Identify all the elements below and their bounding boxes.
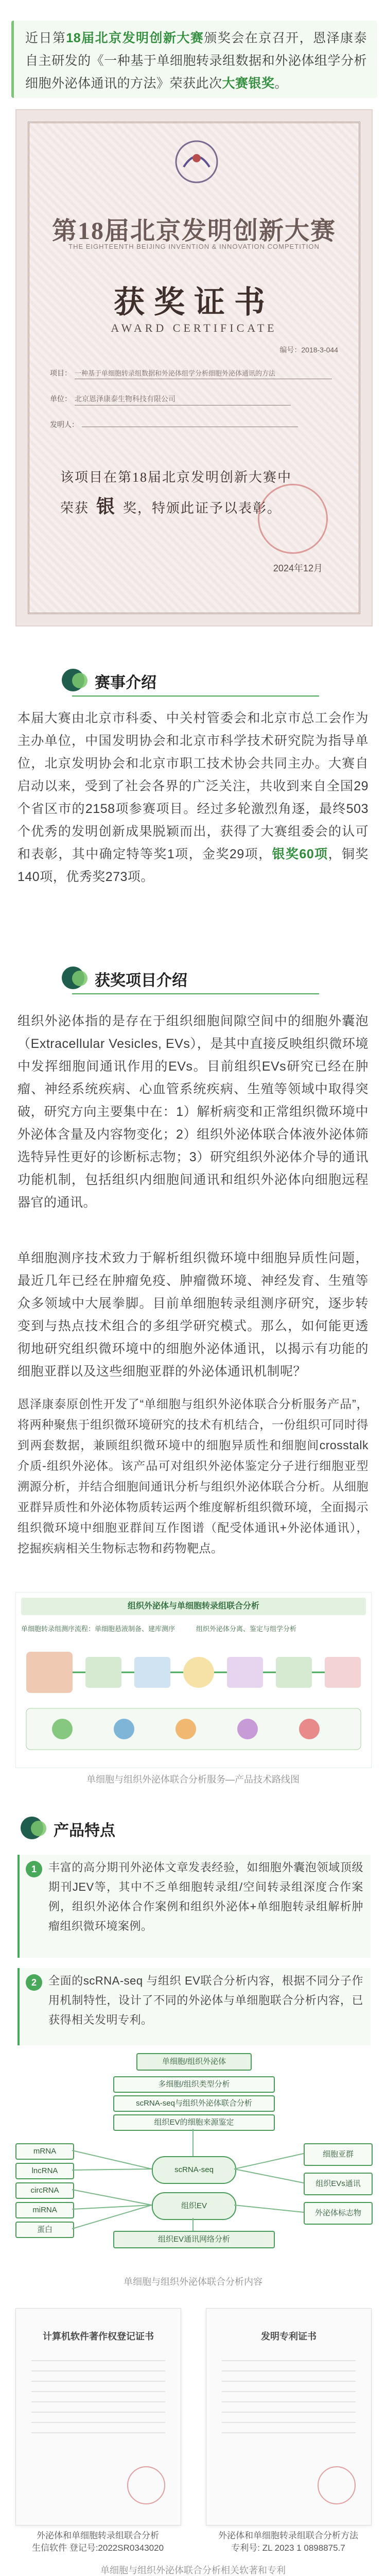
doc1-text-lines xyxy=(31,2360,165,2484)
intro-text-3: 。 xyxy=(274,76,288,91)
feature-text-2: 全面的scRNA-seq 与组织 EV联合分析内容，根据不同分子作用机制特性，设计了不同的外泌体与单细胞联合分析内容，已获得相关发明专利。 xyxy=(48,1974,363,2026)
doc1-caption xyxy=(13,2530,183,2554)
docs-caption: 单细胞与组织外泌体联合分析相关软著和专利 xyxy=(100,2565,286,2575)
certificate-award-english: AWARD CERTIFICATE xyxy=(111,321,277,334)
intro-highlight-2: 大赛银奖 xyxy=(222,76,275,91)
doc2-title: 发明专利证书 xyxy=(261,2331,317,2342)
flow-left-circrna: circRNA xyxy=(15,2182,74,2199)
software-copyright-certificate-image xyxy=(15,2308,181,2526)
intro-text-1: 近日第 xyxy=(25,31,66,45)
certificate-body-line-1: 该项目在第18届北京发明创新大赛中 xyxy=(60,470,292,485)
project-value: 一种基于单细胞转录组数据和外泌体组学分析细胞外泌体通讯的方法 xyxy=(75,368,332,379)
certificate-body-line-2: 荣获 xyxy=(60,501,90,516)
doc2-caption-line-2: 专利号: ZL 2023 1 0898875.7 xyxy=(231,2543,345,2553)
certificate-date: 2024年12月 xyxy=(273,563,323,573)
feature-item-2 xyxy=(17,1968,371,2045)
certificate-award-level: 银 xyxy=(96,496,116,517)
flow-connectors xyxy=(15,2053,371,2269)
flow-top-node: 单细胞/组织外泌体 xyxy=(136,2053,252,2071)
number-label: 编号： xyxy=(279,346,302,354)
contest-highlight: 银奖60项 xyxy=(272,847,328,861)
flow-node-a2: scRNA-seq与组织外泌体联合分析 xyxy=(113,2095,275,2112)
flow-node-a1: 多细胞/组织类型分析 xyxy=(113,2076,275,2093)
certificate-inventor-row xyxy=(50,419,298,430)
feature-item-1 xyxy=(17,1855,371,1958)
flow-right-biomarker: 外泌体标志物 xyxy=(304,2202,373,2225)
certificate-project-row xyxy=(50,368,348,379)
contest-text-b: ，铜奖140项，优秀奖273项。 xyxy=(17,847,369,884)
section-underline xyxy=(72,993,319,994)
section-dot-accent-icon xyxy=(72,971,87,986)
flowchart-caption: 单细胞与组织外泌体联合分析内容 xyxy=(124,2277,262,2287)
section-dot-accent-icon xyxy=(72,673,87,688)
unit-value: 北京恩泽康泰生物科技有限公司 xyxy=(75,394,291,405)
certificate-subtitle: THE EIGHTEENTH BEIJING INVENTION & INNOVATION COMPETITION xyxy=(68,243,320,250)
inventor-label: 发明人： xyxy=(50,420,79,429)
section-underline xyxy=(72,696,319,697)
intro-card xyxy=(11,21,377,98)
doc1-seal-icon xyxy=(127,2466,165,2504)
intro-highlight-1: 18届北京发明创新大赛 xyxy=(66,31,204,45)
flow-right-ev-communication: 组织EVs通讯 xyxy=(304,2173,373,2195)
flow-center-tissue-ev: 组织EV xyxy=(152,2192,236,2220)
feature-number-1: 1 xyxy=(26,1861,42,1877)
contest-paragraph xyxy=(17,707,369,888)
joint-analysis-flowchart xyxy=(15,2053,371,2269)
roadmap-illustration xyxy=(21,1641,366,1760)
certificate-number xyxy=(279,345,338,355)
award-certificate-image xyxy=(15,109,373,626)
competition-logo-icon xyxy=(173,139,220,185)
project-label: 项目： xyxy=(50,369,72,377)
section-title-contest: 赛事介绍 xyxy=(95,674,156,691)
flow-bottom-node: 组织EV通讯网络分析 xyxy=(113,2231,275,2248)
certificate-unit-row xyxy=(50,394,291,405)
section-header-project xyxy=(62,963,319,994)
flow-left-mirna: miRNA xyxy=(15,2202,74,2218)
technology-roadmap-diagram xyxy=(15,1592,372,1768)
section-title-features: 产品特点 xyxy=(54,1822,115,1839)
doc1-title: 计算机软件著作权登记证书 xyxy=(43,2331,154,2342)
intro-paragraph xyxy=(25,27,367,95)
invention-patent-certificate-image xyxy=(206,2308,372,2526)
certificate-frame xyxy=(28,122,360,614)
doc2-text-lines xyxy=(222,2360,356,2484)
project-paragraph-1: 组织外泌体指的是存在于组织细胞间隙空间中的细胞外囊泡（Extracellular Vesicles, EVs），是其中直接反映组织微环境中发挥细胞间通讯作用的EVs。目前组织EVs研究已经在肿瘤、神经系统疾病、心血管系统疾病、生殖等领域中取得突破，研究方向主要集中在：1）解析病变和正常组织微环境中外泌体含量及内容物变化；2）组织外泌体联合体液外泌体筛选特异性更好的诊断标志物；3）研究组织外泌体介导的通讯功能机制，包括组织内细胞间通讯和组织外泌体向细胞远程器官的通讯。 xyxy=(17,1014,369,1210)
doc2-caption xyxy=(203,2530,373,2554)
red-seal-icon xyxy=(258,484,328,554)
diagram-left-label: 单细胞转录组测序流程：单细胞悬液制备、建库测序 xyxy=(21,1625,176,1633)
section-title-project: 获奖项目介绍 xyxy=(95,972,187,989)
certificate-title: 第18届北京发明创新大赛 xyxy=(51,217,336,245)
contest-text-a: 本届大赛由北京市科委、中关村管委会和北京市总工会作为主办单位，中国发明协会和北京市科学技术研究院为指导单位，北京发明协会和北京市职工技术协会共同主办。大赛自启动以来，受到了社会各界的广泛关注，共收到来自全国29个省区市的2158项参赛项目。经过多轮激烈角逐，最终503个优秀的发明创新成果脱颖而出，获得了大赛组委会的认可和表彰，其中确定特等奖1项，金奖29项， xyxy=(17,711,369,861)
feature-text-1: 丰富的高分期刊外泌体文章发表经验，如细胞外囊泡领域顶级期刊JEV等，其中不乏单细胞转录组/空间转录组深度合作案例，组织外泌体合作案例和组织外泌体+单细胞转录组解析肿瘤组织微环境案例。 xyxy=(48,1861,363,1933)
diagram-right-label: 组织外泌体分离、鉴定与组学分析 xyxy=(196,1625,297,1633)
section-header-features xyxy=(21,1814,360,1844)
number-value: 2018-3-044 xyxy=(301,346,338,354)
certificate-award-heading: 获奖证书 xyxy=(114,285,274,319)
diagram-header: 组织外泌体与单细胞转录组联合分析 xyxy=(21,1598,366,1615)
section-header-contest xyxy=(62,666,319,697)
doc2-caption-line-1: 外泌体和单细胞转录组联合分析方法 xyxy=(218,2531,358,2540)
unit-label: 单位： xyxy=(50,395,72,403)
certificate-body-line-3: 奖，特颁此证予以表彰。 xyxy=(123,501,282,516)
doc1-caption-line-2: 生信软件 登记号:2022SR0343020 xyxy=(31,2543,164,2553)
flow-left-lncrna: lncRNA xyxy=(15,2163,74,2179)
section-dot-accent-icon xyxy=(31,1821,46,1836)
flow-right-subtype: 细胞亚群 xyxy=(304,2143,373,2166)
flow-center-scrnaseq: scRNA-seq xyxy=(152,2156,236,2184)
flow-left-protein: 蛋白 xyxy=(15,2222,74,2238)
flow-left-mrna: mRNA xyxy=(15,2143,74,2160)
project-paragraph-2: 单细胞测序技术致力于解析组织微环境中细胞异质性问题，最近几年已经在肿瘤免疫、肿瘤微环境、神经发育、生殖等众多领域中大展拳脚。目前单细胞转录组测序研究，逐步转变到与热点技术组合的多组学研究模式。那么，如何能更透彻地研究组织微环境中的细胞外泌体通讯，以揭示有功能的细胞亚群以及这些细胞亚群的外泌体通讯机制呢？ xyxy=(17,1251,369,1379)
flow-node-a3: 组织EV的细胞来源鉴定 xyxy=(113,2114,275,2131)
doc1-caption-line-1: 外泌体和单细胞转录组联合分析 xyxy=(37,2531,159,2540)
project-paragraph-3: 恩泽康泰原创性开发了“单细胞与组织外泌体联合分析服务产品”，将两种聚焦于组织微环境研究的技术有机结合，一份组织可同时得到两套数据，兼顾组织微环境中的细胞异质性和细胞间crosstalk介质-组织外泌体。该产品可对组织外泌体鉴定分子进行细胞亚型溯源分析，并结合细胞间通讯分析与组织外泌体联合分析。从细胞亚群异质性和外泌体物质转运两个维度解析组织微环境，全面揭示组织微环境中细胞亚群间互作图谱（配受体通讯+外泌体通讯），挖掘疾病相关生物标志物和药物靶点。 xyxy=(17,1397,369,1555)
intro-text-2: 颁奖会在京召开，恩泽康泰自主研发的《一种基于单细胞转录组数据和外泌体组学分析细胞外泌体通讯的方法》荣获此次 xyxy=(25,31,367,91)
roadmap-caption: 单细胞与组织外泌体联合分析服务—产品技术路线图 xyxy=(86,1774,300,1785)
feature-number-2: 2 xyxy=(26,1974,42,1991)
doc2-seal-icon xyxy=(318,2466,356,2504)
